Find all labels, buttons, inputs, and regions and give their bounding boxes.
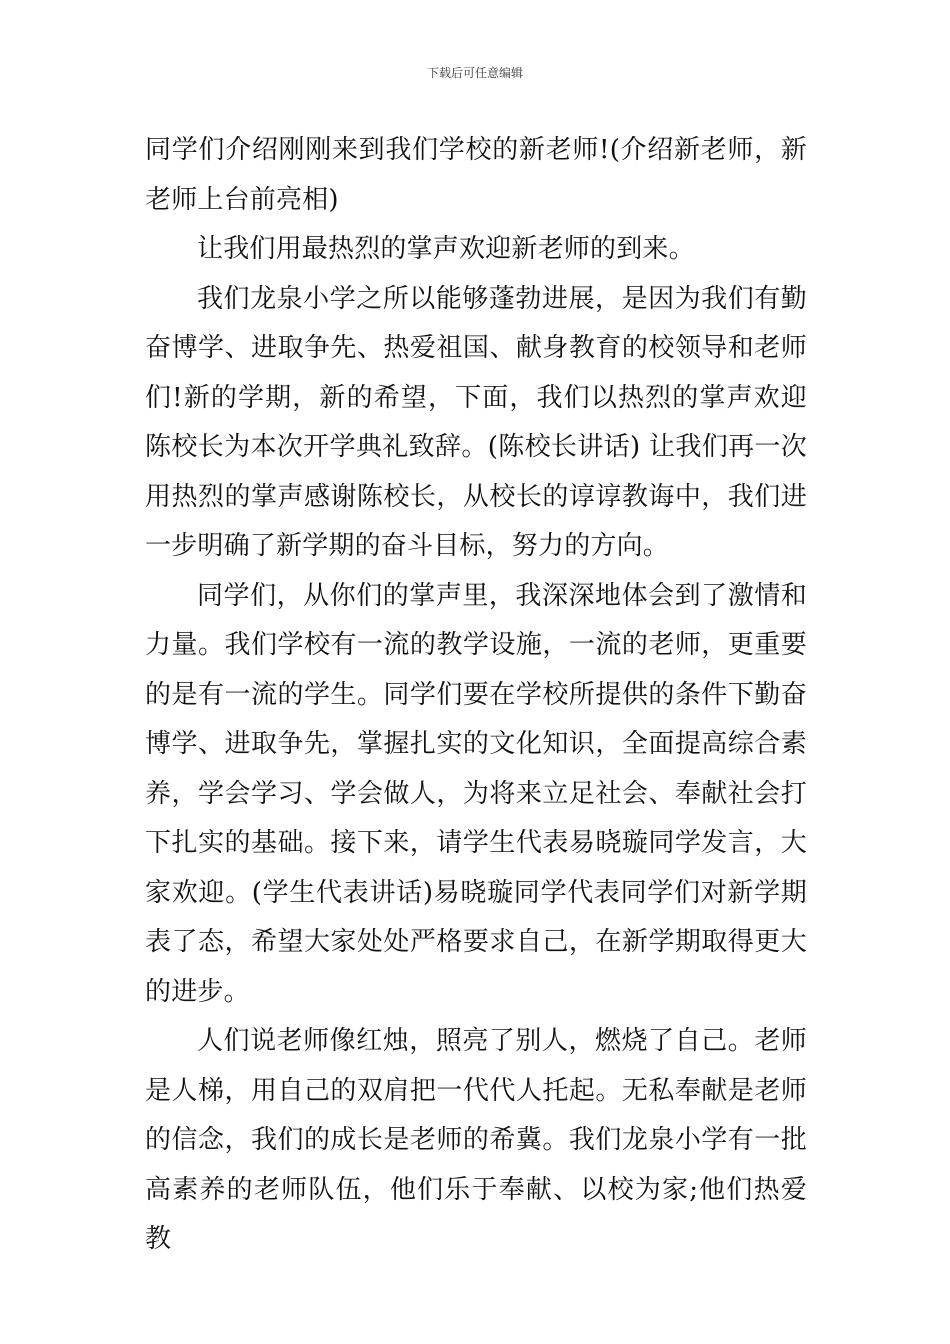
page-header: 下载后可任意编辑 (426, 66, 523, 80)
paragraph-1: 同学们介绍刚刚来到我们学校的新老师!(介绍新老师，新老师上台前亮相) (145, 135, 807, 215)
document-body (145, 126, 807, 1265)
paragraph-3: 我们龙泉小学之所以能够蓬勃进展，是因为我们有勤奋博学、进取争先、热爱祖国、献身教育的校领导和老师们!新的学期，新的希望，下面，我们以热烈的掌声欢迎陈校长为本次开学典礼致辞。(陈校长讲话) 让我们再一次用热烈的掌声感谢陈校长，从校长的谆谆教诲中，我们进一步明确了新学期的奋斗目标，努力的方向。 (145, 283, 807, 561)
paragraph-2: 让我们用最热烈的掌声欢迎新老师的到来。 (197, 234, 695, 264)
paragraph-5: 人们说老师像红烛，照亮了别人，燃烧了自己。老师是人梯，用自己的双肩把一代代人托起。无私奉献是老师的信念，我们的成长是老师的希冀。我们龙泉小学有一批高素养的老师队伍，他们乐于奉献、以校为家;他们热爱教 (145, 1026, 807, 1254)
paragraph-4: 同学们，从你们的掌声里，我深深地体会到了激情和力量。我们学校有一流的教学设施，一流的老师，更重要的是有一流的学生。同学们要在学校所提供的条件下勤奋博学、进取争先，掌握扎实的文化知识，全面提高综合素养，学会学习、学会做人，为将来立足社会、奉献社会打下扎实的基础。接下来，请学生代表易晓璇同学发言，大家欢迎。(学生代表讲话)易晓璇同学代表同学们对新学期表了态，希望大家处处严格要求自己，在新学期取得更大的进步。 (145, 580, 807, 1007)
